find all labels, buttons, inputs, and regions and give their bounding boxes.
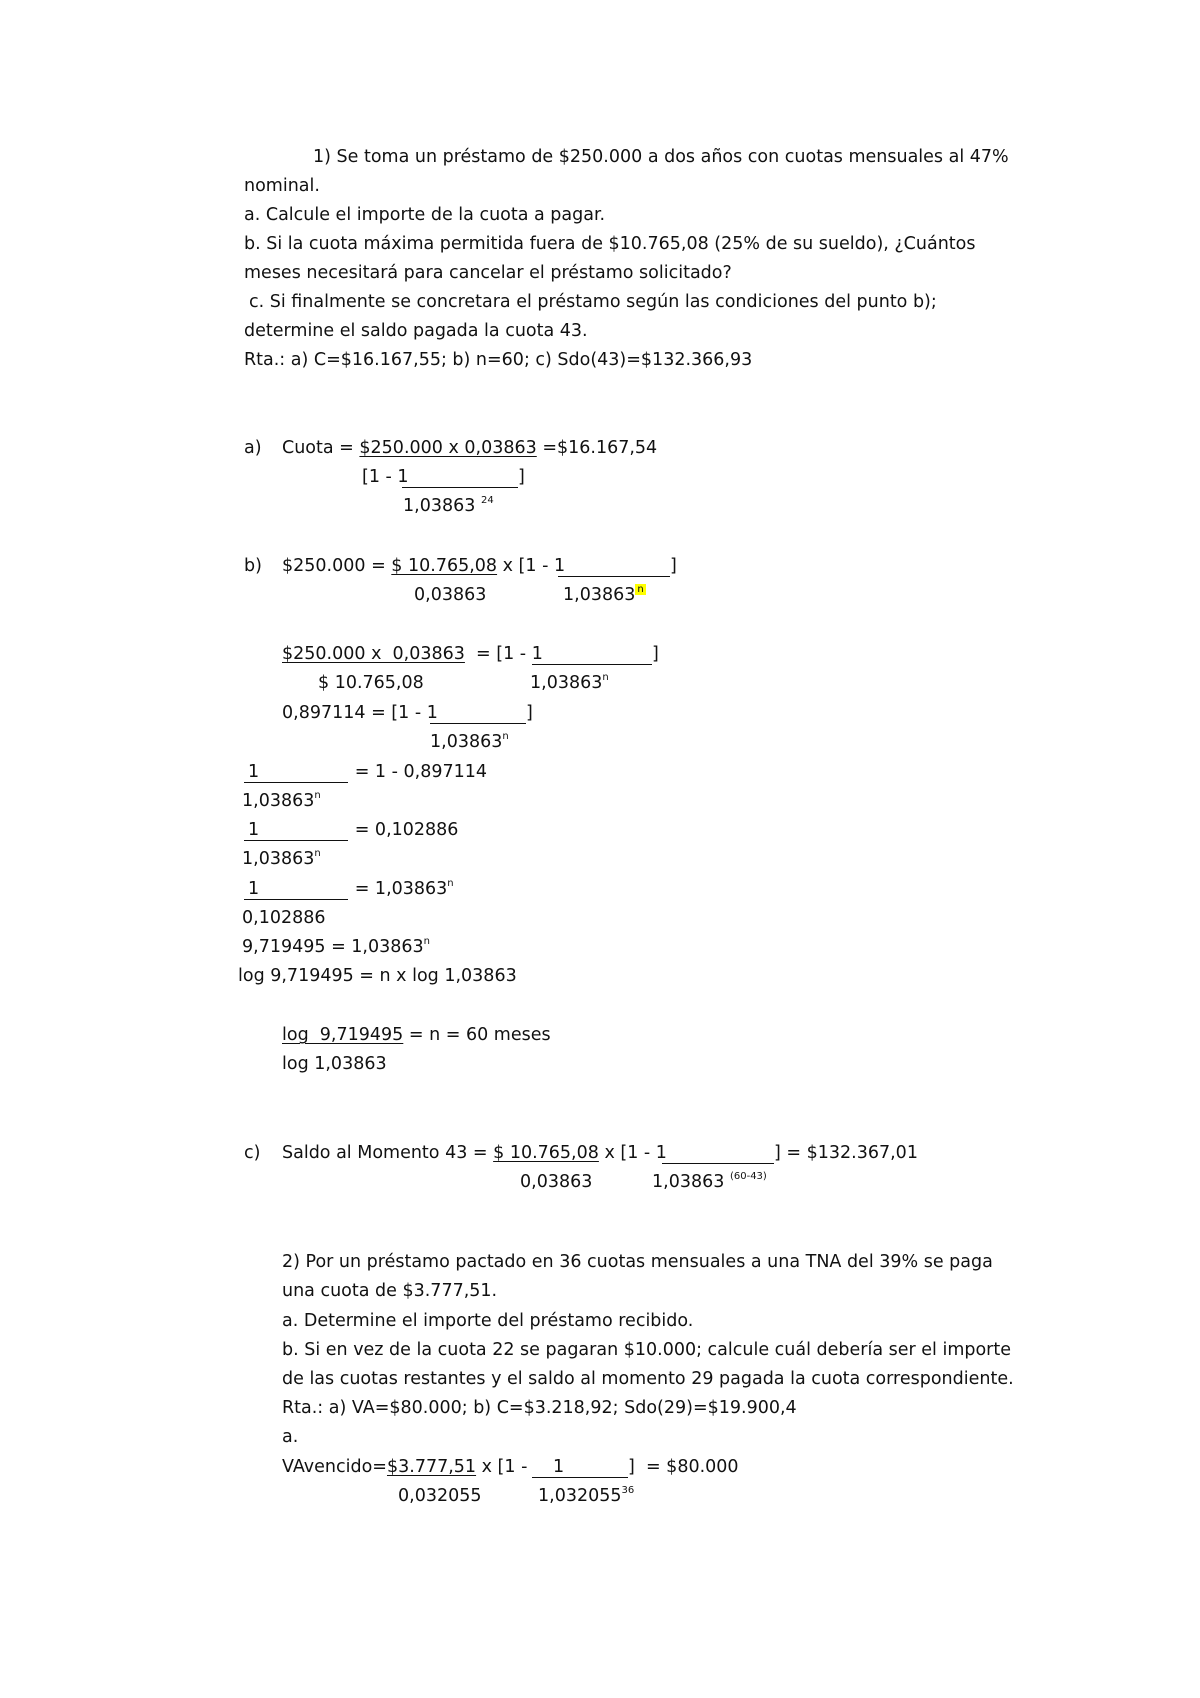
problem1-line5: meses necesitará para cancelar el préstamo solicitado? — [244, 263, 732, 283]
solution-b-line7: 1 = 1 - 0,897114 — [248, 762, 488, 782]
bracket-close: ] — [526, 703, 533, 723]
solution-a-bracket: [1 - 1 — [362, 467, 409, 487]
bracket-close: ] — [518, 467, 525, 487]
solution-b-line15: log 9,719495 = n = 60 meses — [282, 1025, 551, 1045]
solution-b-den3: $ 10.765,08 — [318, 673, 424, 693]
solution-b-den5: 1,03863$^n$ — [430, 731, 509, 752]
solution-a-formula: Cuota = $250.000 x 0,03863 =$16.167,54 — [282, 438, 658, 458]
solution-c-line1: Saldo al Momento 43 = $ 10.765,08 x [1 - 1 — [282, 1143, 667, 1163]
fraction-line — [558, 576, 670, 577]
problem2-va-line: VAvencido=$3.777,51 x [1 - 1 — [282, 1457, 565, 1477]
solution-b-line11: $1 = 1,03863^n$ — [248, 878, 454, 899]
solution-b-den4: 1,03863$^n$ — [530, 672, 609, 693]
solution-b-den9: 1,03863$^n$ — [242, 848, 321, 869]
problem2-line5: de las cuotas restantes y el saldo al momento 29 pagada la cuota correspondiente. — [282, 1369, 1014, 1389]
problem2-line1: 2) Por un préstamo pactado en 36 cuotas mensuales a una TNA del 39% se paga — [282, 1252, 993, 1272]
fraction-line — [244, 840, 348, 841]
fraction-line — [532, 664, 652, 665]
problem1-line7: determine el saldo pagada la cuota 43. — [244, 321, 588, 341]
fraction-line — [244, 899, 348, 900]
problem1-line6: c. Si finalmente se concretara el préstamo según las condiciones del punto b); — [249, 292, 937, 312]
solution-b-line5: 0,897114 = [1 - 1 — [282, 703, 438, 723]
fraction-line — [402, 487, 518, 488]
solution-b-line1: $250.000 = $ 10.765,08 x [1 - 1 — [282, 556, 566, 576]
solution-a-denominator: 1,03863 $^{24}$ — [403, 495, 494, 516]
solution-c-den1: 0,03863 — [520, 1172, 593, 1192]
fraction-line — [662, 1163, 774, 1164]
solution-b-line9: 1 = 0,102886 — [248, 820, 459, 840]
solution-b-line3: $250.000 x 0,03863 = [1 - 1 — [282, 644, 543, 664]
bracket-close: ] — [652, 644, 659, 664]
solution-b-den11: 0,102886 — [242, 908, 326, 928]
fraction-line — [532, 1477, 628, 1478]
solution-b-marker: b) — [244, 556, 262, 576]
problem1-answer: Rta.: a) C=$16.167,55; b) n=60; c) Sdo(43)=$132.366,93 — [244, 350, 753, 370]
solution-b-den7: 1,03863$^n$ — [242, 790, 321, 811]
problem2-va-result: ] = $80.000 — [628, 1457, 739, 1477]
solution-a-numerator: $250.000 x 0,03863 — [359, 438, 537, 458]
problem1-line3: a. Calcule el importe de la cuota a pagar. — [244, 205, 606, 225]
problem1-line1: 1) Se toma un préstamo de $250.000 a dos años con cuotas mensuales al 47% — [313, 147, 1009, 167]
solution-a-marker: a) — [244, 438, 262, 458]
problem2-answer: Rta.: a) VA=$80.000; b) C=$3.218,92; Sdo(29)=$19.900,4 — [282, 1398, 797, 1418]
fraction-line — [430, 723, 526, 724]
problem2-line3: a. Determine el importe del préstamo recibido. — [282, 1311, 694, 1331]
problem2-va-den1: 0,032055 — [398, 1486, 482, 1506]
bracket-close: ] — [670, 556, 677, 576]
problem2-sub-a: a. — [282, 1427, 299, 1447]
solution-c-den2: 1,03863 $^{(60-43)}$ — [652, 1171, 767, 1192]
solution-b-line13: $9,719495 = 1,03863^n$ — [242, 936, 431, 957]
fraction-line — [244, 782, 348, 783]
highlighted-exponent: n — [637, 584, 644, 595]
solution-b-line14: log 9,719495 = n x log 1,03863 — [238, 966, 517, 986]
solution-b-den15: log 1,03863 — [282, 1054, 387, 1074]
problem2-line2: una cuota de $3.777,51. — [282, 1281, 498, 1301]
solution-b-den1: 0,03863 — [414, 585, 487, 605]
problem2-line4: b. Si en vez de la cuota 22 se pagaran $10.000; calcule cuál debería ser el importe — [282, 1340, 1012, 1360]
problem2-va-den2: 1,032055$^{36}$ — [538, 1485, 635, 1506]
solution-b-den2: 1,03863 $^n$ — [563, 584, 644, 605]
solution-c-marker: c) — [244, 1143, 261, 1163]
problem1-line4: b. Si la cuota máxima permitida fuera de $10.765,08 (25% de su sueldo), ¿Cuántos — [244, 234, 976, 254]
problem1-line2: nominal. — [244, 176, 320, 196]
solution-c-result: ] = $132.367,01 — [774, 1143, 918, 1163]
